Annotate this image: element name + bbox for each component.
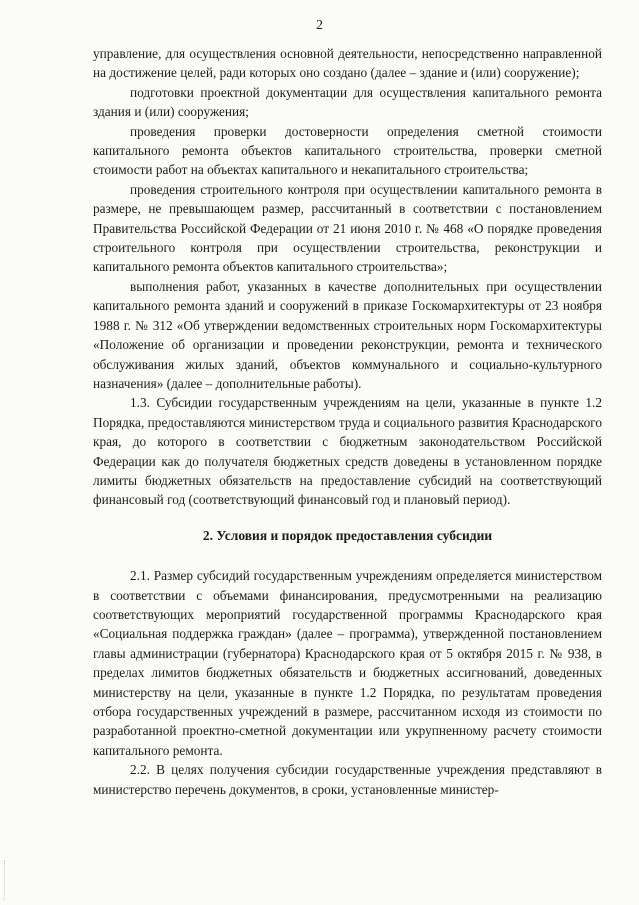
paragraph-continuation: управление, для осуществления основной деятельности, непосредственно направленной на достижение целей, ради которых оно создано (далее – здание и (или) сооружение); (93, 46, 602, 81)
page-number: 2 (316, 18, 323, 33)
section-heading: 2. Условия и порядок предоставления субсидии (202, 527, 493, 543)
paragraph-additional-works: выполнения работ, указанных в качестве дополнительных при осуществлении капитального ремонта зданий и сооружений в приказе Госкомархитектуры от 23 ноября 1988 г. № 312 «Об утверждении ведомственных строительных норм Госкомархитектуры «Положение об организации и проведении реконструкции, ремонта и технического обслуживания жилых зданий, объектов коммунального и социально-культурного назначения» (далее – дополнительные работы). (93, 278, 602, 391)
scan-artifact (4, 860, 7, 900)
paragraph-1-3: 1.3. Субсидии государственным учреждениям на цели, указанные в пункте 1.2 Порядка, предоставляются министерством труда и социального развития Краснодарского края, до которого в соответствии с бюджетным законодательством Российской Федерации как до получателя бюджетных средств доведены в установленном порядке лимиты бюджетных обязательств на предоставление субсидий на соответствующий финансовый год (соответствующий финансовый год и плановый период). (93, 395, 602, 508)
paragraph-2-1: 2.1. Размер субсидий государственным учреждениям определяется министерством в соответствии с объемами финансирования, предусмотренными на реализацию соответствующих мероприятий государственной программы Краснодарского края «Социальная поддержка граждан» (далее – программа), утвержденной постановлением главы администрации (губернатора) Краснодарского края от 5 октября 2015 г. № 938, в пределах лимитов бюджетных обязательств и бюджетных ассигнований, доведенных министерству на цели, указанные в пункте 1.2 Порядка, по результатам проведения отбора государственных учреждений в размере, рассчитанном исходя из стоимости по разработанной проектно-сметной документации или укрупненному расчету стоимости капитального ремонта. (93, 568, 602, 758)
paragraph-design-docs: подготовки проектной документации для осуществления капитального ремонта здания и (или) сооружения; (93, 84, 602, 120)
document-body (93, 44, 602, 799)
paragraph-estimate-check: проведения проверки достоверности определения сметной стоимости капитального ремонта объектов капитального строительства, проверки сметной стоимости работ на объектах капитального и некапитального строительства; (93, 123, 602, 178)
paragraph-2-2: 2.2. В целях получения субсидии государственные учреждения представляют в министерство перечень документов, в сроки, установленные министер- (93, 762, 602, 797)
paragraph-construction-control: проведения строительного контроля при осуществлении капитального ремонта в размере, не превышающем размер, рассчитанный в соответствии с постановлением Правительства Российской Федерации от 21 июня 2010 г. № 468 «О порядке проведения строительного контроля при осуществлении строительства, реконструкции и капитального ремонта объектов капитального строительства»; (93, 181, 602, 275)
